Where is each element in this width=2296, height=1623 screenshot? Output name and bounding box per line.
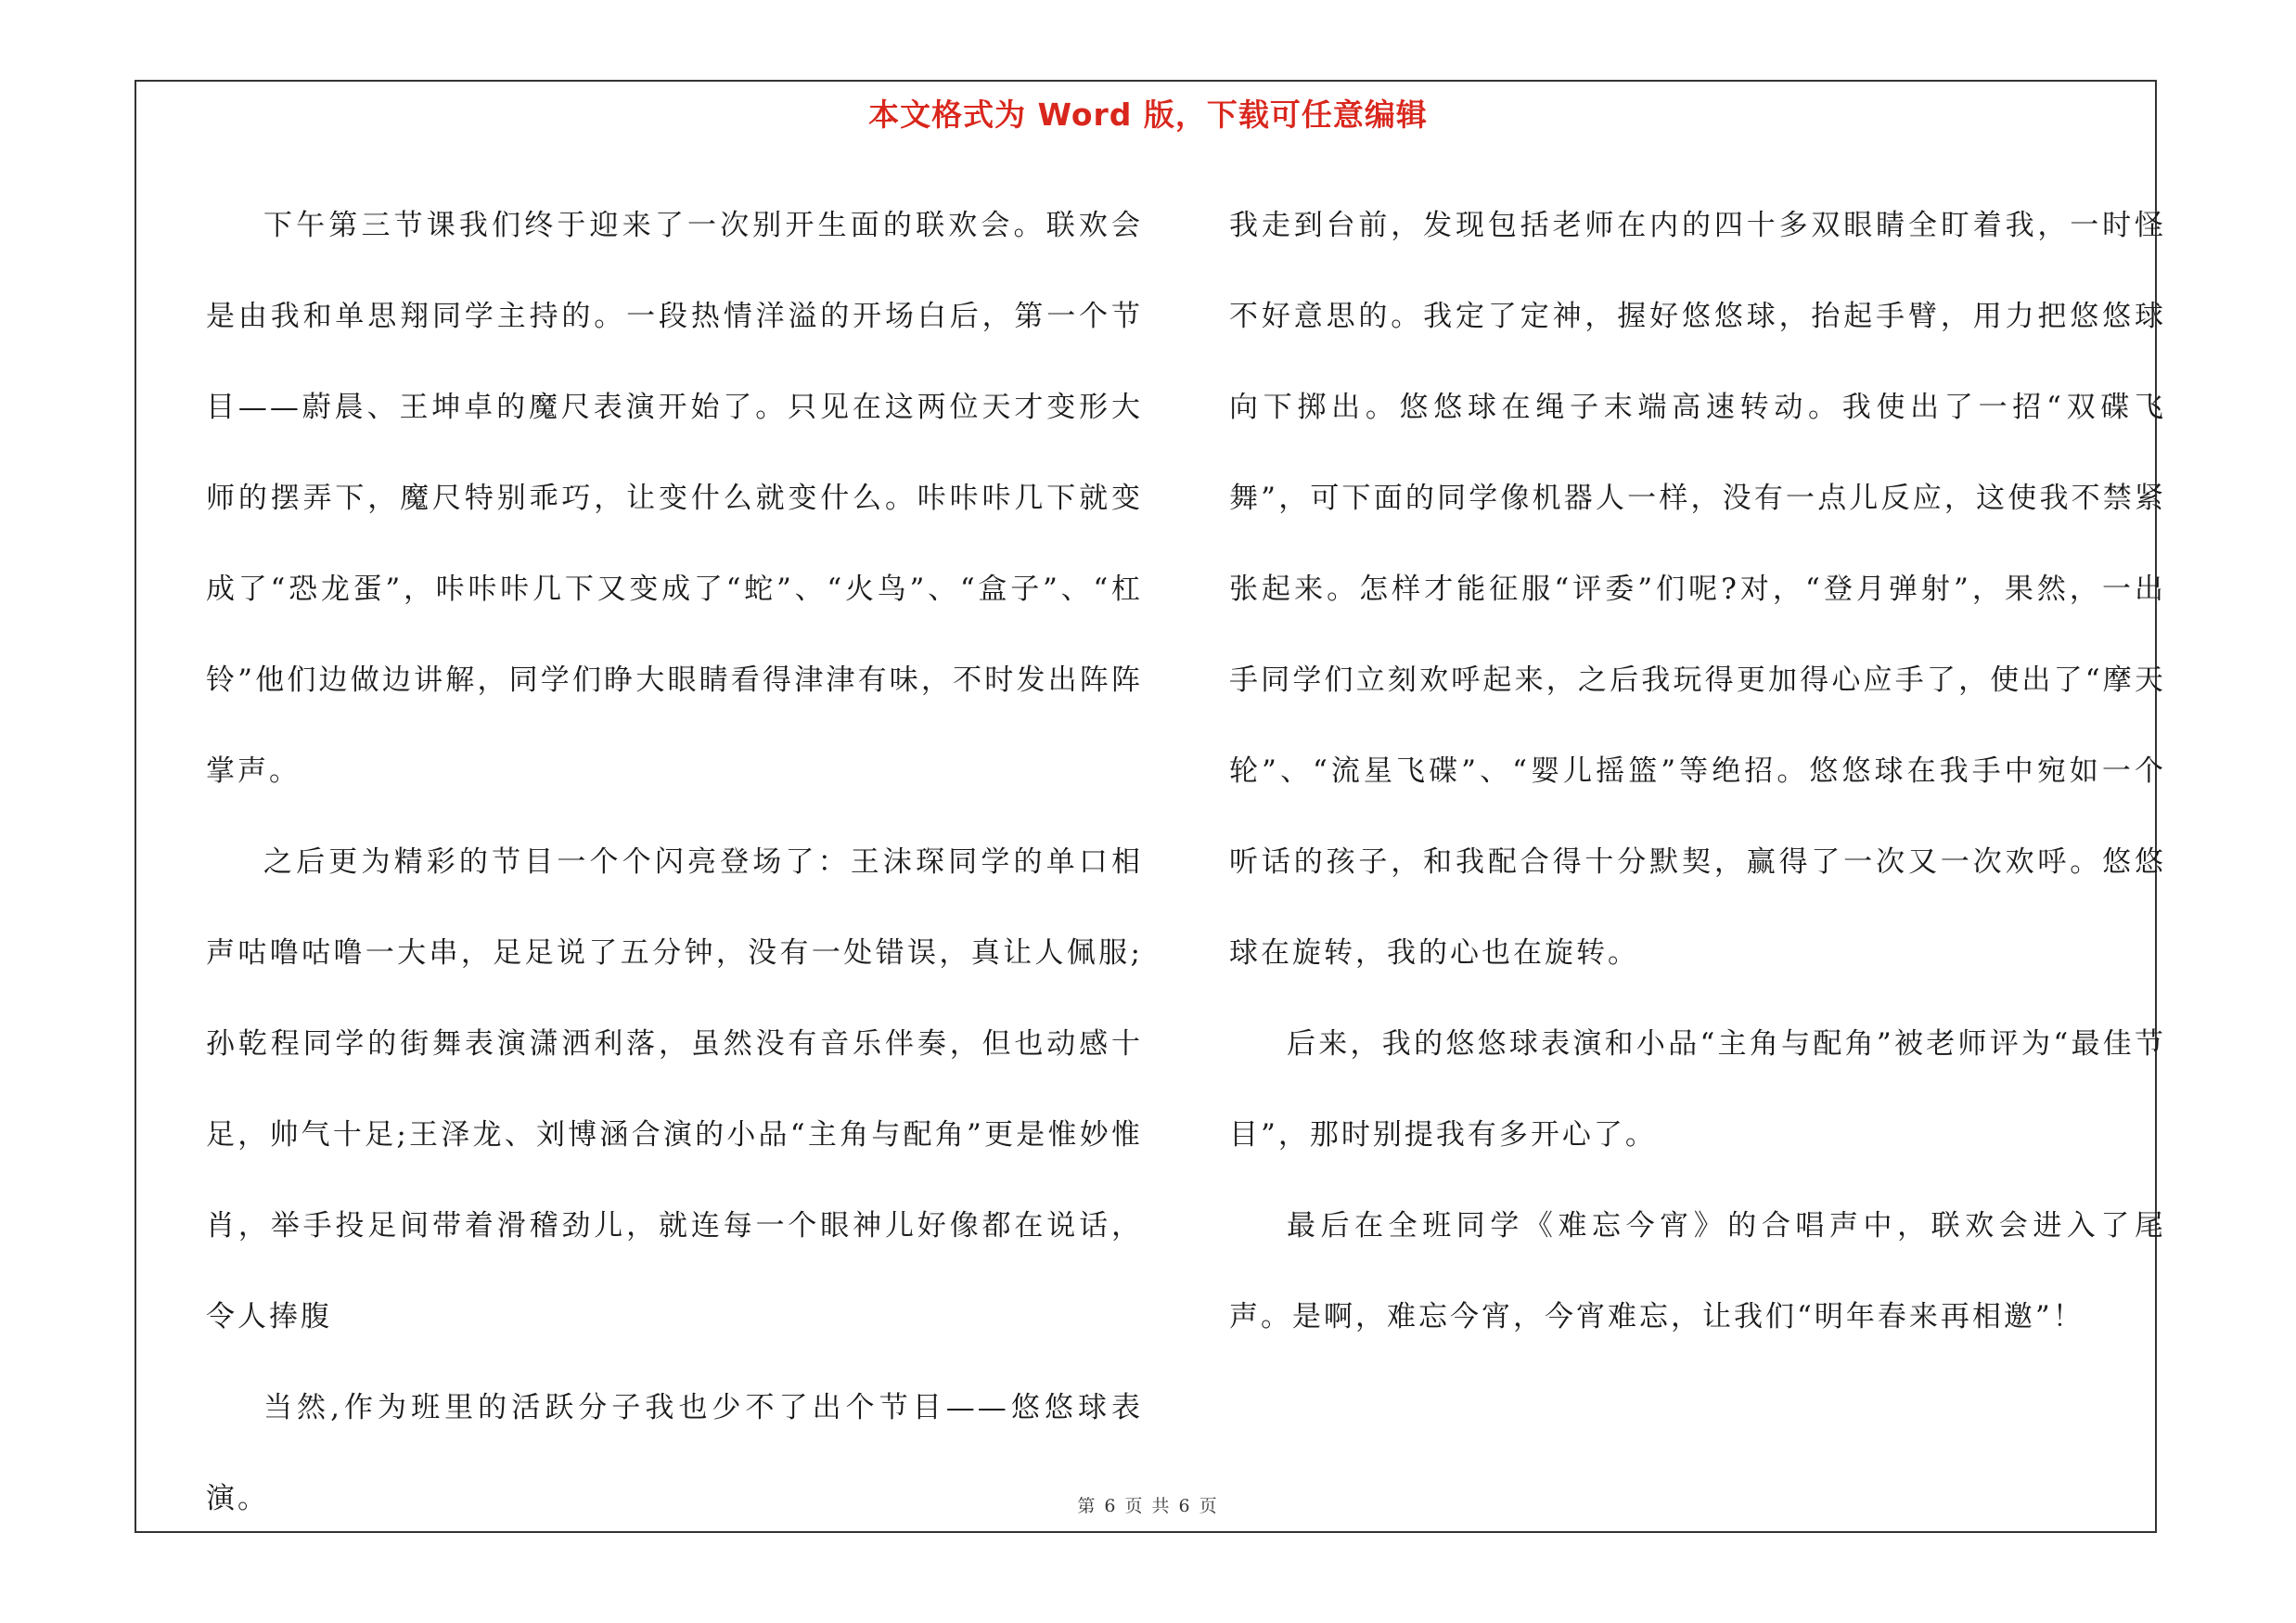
paragraph: 之后更为精彩的节目一个个闪亮登场了：王沫琛同学的单口相声咕噜咕噜一大串，足足说了五分钟，没有一处错误，真让人佩服;孙乾程同学的街舞表演潇洒利落，虽然没有音乐伴奏，但也动感十足，帅气十足;王泽龙、刘博涵合演的小品“主角与配角”更是惟妙惟肖，举手投足间带着滑稽劲儿，就连每一个眼神儿好像都在说话，令人捧腹 [206,845,1143,1333]
page-indicator: 第 6 页 共 6 页 [1077,1496,1219,1516]
paragraph: 最后在全班同学《难忘今宵》的合唱声中，联欢会进入了尾声。是啊，难忘今宵，今宵难忘，让我们“明年春来再相邀”！ [1229,1209,2166,1333]
right-column [1229,180,2166,1362]
paragraph: 我走到台前，发现包括老师在内的四十多双眼睛全盯着我，一时怪不好意思的。我定了定神，握好悠悠球，抬起手臂，用力把悠悠球向下掷出。悠悠球在绳子末端高速转动。我使出了一招“双碟飞舞”，可下面的同学像机器人一样，没有一点儿反应，这使我不禁紧张起来。怎样才能征服“评委”们呢?对，“登月弹射”，果然，一出手同学们立刻欢呼起来，之后我玩得更加得心应手了，使出了“摩天轮”、“流星飞碟”、“婴儿摇篮”等绝招。悠悠球在我手中宛如一个听话的孩子，和我配合得十分默契，赢得了一次又一次欢呼。悠悠球在旋转，我的心也在旋转。 [1229,209,2166,970]
paragraph: 下午第三节课我们终于迎来了一次别开生面的联欢会。联欢会是由我和单思翔同学主持的。一段热情洋溢的开场白后，第一个节目——蔚晨、王坤卓的魔尺表演开始了。只见在这两位天才变形大师的摆弄下，魔尺特别乖巧，让变什么就变什么。咔咔咔几下就变成了“恐龙蛋”，咔咔咔几下又变成了“蛇”、“火鸟”、“盒子”、“杠铃”他们边做边讲解，同学们睁大眼睛看得津津有味，不时发出阵阵掌声。 [206,209,1143,788]
paragraph: 当然,作为班里的活跃分子我也少不了出个节目——悠悠球表演。 [206,1391,1143,1515]
left-column [206,180,1143,1544]
paragraph: 后来，我的悠悠球表演和小品“主角与配角”被老师评为“最佳节目”，那时别提我有多开心了。 [1229,1027,2166,1152]
header-banner: 本文格式为 Word 版，下载可任意编辑 [868,97,1428,133]
